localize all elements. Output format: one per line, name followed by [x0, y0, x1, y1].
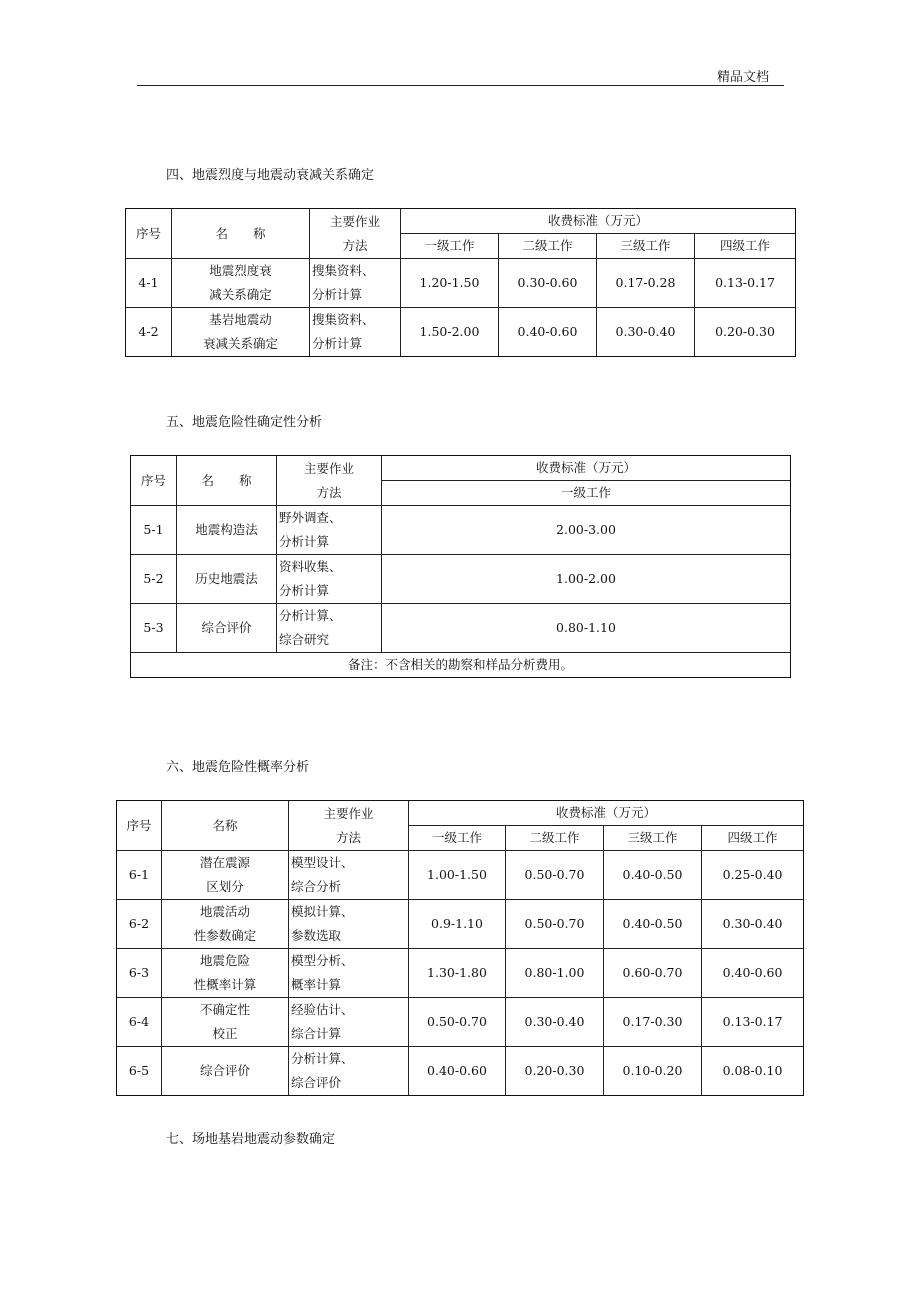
row-value-1: 0.50-0.70 [409, 998, 506, 1047]
table-row [131, 506, 791, 555]
row-name [172, 308, 310, 357]
table-row [126, 308, 796, 357]
row-value-2: 0.20-0.30 [506, 1047, 604, 1096]
row-method-line2: 综合研究 [279, 632, 330, 647]
header-seq: 序号 [126, 209, 172, 259]
row-method-line2: 分析计算 [279, 583, 330, 598]
row-name-line1: 地震危险 [199, 953, 250, 968]
row-value-3: 0.17-0.30 [604, 998, 702, 1047]
table-section-6 [116, 800, 804, 1096]
row-value-1: 0.9-1.10 [409, 900, 506, 949]
section-7-title: 七、场地基岩地震动参数确定 [166, 1132, 336, 1147]
row-value: 1.00-2.00 [382, 555, 791, 604]
table-row [117, 851, 804, 900]
table-row [131, 604, 791, 653]
row-method-line1: 搜集资料、 [312, 263, 375, 278]
row-method-line2: 分析计算 [279, 534, 330, 549]
row-value-1: 1.00-1.50 [409, 851, 506, 900]
header-method [277, 456, 382, 506]
row-seq: 6-2 [117, 900, 162, 949]
row-method [289, 1047, 409, 1096]
header-level-3: 三级工作 [597, 234, 695, 259]
header-rule [137, 85, 784, 86]
header-name: 名 称 [172, 209, 310, 259]
row-value-3: 0.30-0.40 [597, 308, 695, 357]
row-name-line2: 性概率计算 [193, 977, 257, 992]
header-fee: 收费标准（万元） [401, 209, 796, 234]
row-method [310, 308, 401, 357]
row-name: 综合评价 [162, 1047, 289, 1096]
table-section-5 [130, 455, 791, 678]
row-method [310, 259, 401, 308]
row-name-line1: 基岩地震动 [209, 312, 272, 327]
table-row [117, 949, 804, 998]
row-method [277, 506, 382, 555]
header-name: 名 称 [177, 456, 277, 506]
row-method-line1: 模拟计算、 [291, 904, 354, 919]
row-seq: 4-1 [126, 259, 172, 308]
row-name: 地震构造法 [177, 506, 277, 555]
row-seq: 4-2 [126, 308, 172, 357]
row-value-1: 1.50-2.00 [401, 308, 499, 357]
row-value-1: 1.30-1.80 [409, 949, 506, 998]
row-method-line1: 搜集资料、 [312, 312, 375, 327]
row-value-2: 0.30-0.60 [499, 259, 597, 308]
header-method-line2: 方法 [342, 237, 368, 253]
row-method-line1: 模型设计、 [291, 855, 354, 870]
row-value-3: 0.60-0.70 [604, 949, 702, 998]
section-4-title: 四、地震烈度与地震动衰减关系确定 [166, 168, 375, 183]
row-value-3: 0.40-0.50 [604, 851, 702, 900]
row-name-line2: 校正 [212, 1026, 238, 1041]
row-value-3: 0.40-0.50 [604, 900, 702, 949]
header-method-line1: 主要作业 [323, 805, 374, 821]
header-seq: 序号 [117, 801, 162, 851]
row-value-4: 0.40-0.60 [702, 949, 804, 998]
row-name [172, 259, 310, 308]
row-method-line2: 概率计算 [291, 977, 342, 992]
header-level-1: 一级工作 [382, 481, 791, 506]
row-seq: 6-4 [117, 998, 162, 1047]
section-6-title: 六、地震危险性概率分析 [166, 760, 310, 775]
header-method-line1: 主要作业 [303, 460, 354, 476]
row-value-3: 0.10-0.20 [604, 1047, 702, 1096]
row-value: 2.00-3.00 [382, 506, 791, 555]
header-level-4: 四级工作 [695, 234, 796, 259]
row-value-2: 0.30-0.40 [506, 998, 604, 1047]
header-level-4: 四级工作 [702, 826, 804, 851]
row-name: 历史地震法 [177, 555, 277, 604]
row-name-line1: 潜在震源 [199, 855, 250, 870]
row-name [162, 998, 289, 1047]
row-method-line2: 参数选取 [291, 928, 342, 943]
row-method [277, 604, 382, 653]
header-method-line2: 方法 [316, 484, 342, 500]
row-name-line2: 衰减关系确定 [202, 336, 278, 351]
row-method-line1: 资料收集、 [279, 559, 342, 574]
row-value-4: 0.20-0.30 [695, 308, 796, 357]
row-seq: 5-3 [131, 604, 177, 653]
header-level-2: 二级工作 [506, 826, 604, 851]
row-seq: 6-5 [117, 1047, 162, 1096]
row-method-line2: 综合计算 [291, 1026, 342, 1041]
row-name-line1: 地震烈度衰 [209, 263, 272, 278]
table-section-4 [125, 208, 796, 357]
table-row [126, 259, 796, 308]
header-level-2: 二级工作 [499, 234, 597, 259]
header-text: 精品文档 [717, 70, 770, 85]
row-name-line1: 地震活动 [199, 904, 250, 919]
header-level-3: 三级工作 [604, 826, 702, 851]
row-value-2: 0.50-0.70 [506, 900, 604, 949]
row-method-line1: 分析计算、 [279, 608, 342, 623]
row-method [277, 555, 382, 604]
row-method-line2: 综合评价 [291, 1075, 342, 1090]
row-name-line2: 减关系确定 [209, 287, 272, 302]
section-5-title: 五、地震危险性确定性分析 [166, 415, 323, 430]
row-name-line1: 不确定性 [199, 1002, 250, 1017]
row-value-2: 0.40-0.60 [499, 308, 597, 357]
row-method-line1: 经验估计、 [291, 1002, 354, 1017]
header-level-1: 一级工作 [409, 826, 506, 851]
header-method-line1: 主要作业 [329, 213, 380, 229]
row-seq: 6-3 [117, 949, 162, 998]
row-name-line2: 区划分 [206, 879, 244, 894]
header-fee: 收费标准（万元） [409, 801, 804, 826]
row-value-4: 0.30-0.40 [702, 900, 804, 949]
header-method [289, 801, 409, 851]
row-method-line1: 野外调查、 [279, 510, 342, 525]
row-value-4: 0.08-0.10 [702, 1047, 804, 1096]
row-method [289, 851, 409, 900]
header-level-1: 一级工作 [401, 234, 499, 259]
row-seq: 5-2 [131, 555, 177, 604]
row-name [162, 900, 289, 949]
header-method [310, 209, 401, 259]
row-name [162, 949, 289, 998]
row-method [289, 998, 409, 1047]
row-method-line2: 分析计算 [312, 287, 363, 302]
row-name: 综合评价 [177, 604, 277, 653]
row-method-line1: 模型分析、 [291, 953, 354, 968]
header-seq: 序号 [131, 456, 177, 506]
header-fee: 收费标准（万元） [382, 456, 791, 481]
row-method-line1: 分析计算、 [291, 1051, 354, 1066]
row-value-4: 0.13-0.17 [702, 998, 804, 1047]
row-value-2: 0.80-1.00 [506, 949, 604, 998]
row-seq: 5-1 [131, 506, 177, 555]
row-name [162, 851, 289, 900]
row-method [289, 949, 409, 998]
row-name-line2: 性参数确定 [193, 928, 257, 943]
row-value-2: 0.50-0.70 [506, 851, 604, 900]
row-value-1: 1.20-1.50 [401, 259, 499, 308]
row-value-1: 0.40-0.60 [409, 1047, 506, 1096]
table-row [131, 555, 791, 604]
row-value-3: 0.17-0.28 [597, 259, 695, 308]
row-value-4: 0.25-0.40 [702, 851, 804, 900]
table-row [117, 998, 804, 1047]
header-name: 名称 [162, 801, 289, 851]
row-value-4: 0.13-0.17 [695, 259, 796, 308]
table-row [117, 1047, 804, 1096]
row-seq: 6-1 [117, 851, 162, 900]
row-method [289, 900, 409, 949]
row-method-line2: 分析计算 [312, 336, 363, 351]
header-method-line2: 方法 [335, 829, 361, 845]
row-method-line2: 综合分析 [291, 879, 342, 894]
table-row [117, 900, 804, 949]
table-note: 备注：不含相关的勘察和样品分析费用。 [131, 653, 791, 678]
row-value: 0.80-1.10 [382, 604, 791, 653]
